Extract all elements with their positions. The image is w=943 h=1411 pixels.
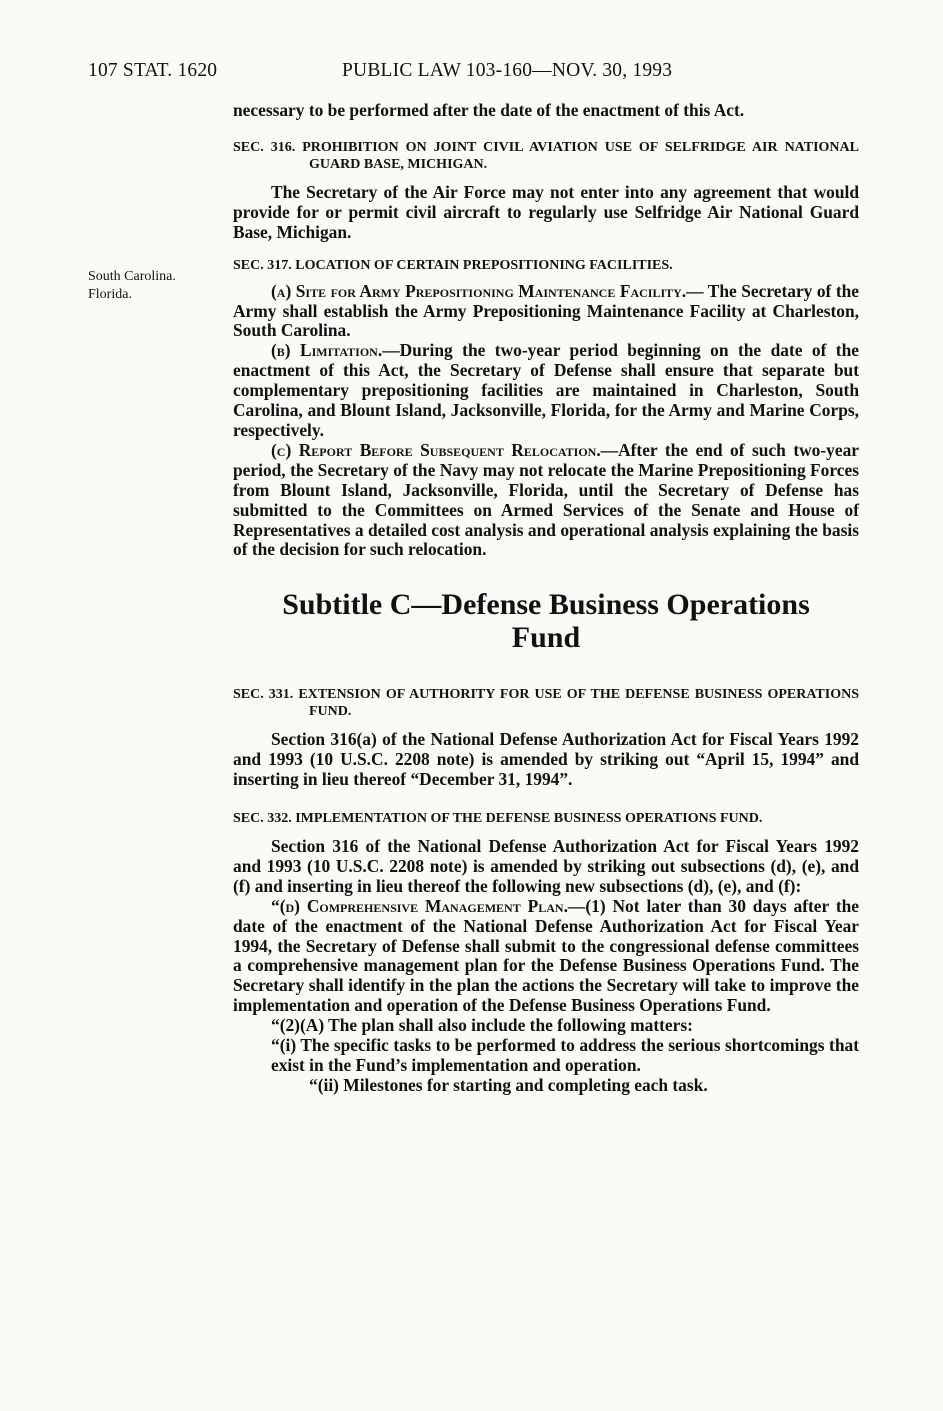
subtitle-line-2: Fund	[511, 621, 581, 655]
sec-331-heading: SEC. 331. EXTENSION OF AUTHORITY FOR USE OF THE DEFENSE BUSINESS OPERATIONS FUND.	[233, 687, 859, 720]
intro-paragraph: necessary to be performed after the date of the enactment of this Act.	[233, 100, 745, 120]
sec-317-b-text: During the two-year period beginning on the date of the enactment of this Act, the Secretary of Defense shall ensure that separate but complementary prepositioning facilities are maintained in Charleston, South Carolina, and Blount Island, Jacksonville, Florida, for the Army and Marine Corps, respectively.	[233, 340, 859, 440]
sec-317-c-label: (c) Report Before Subsequent Relocation.—	[271, 439, 619, 460]
margin-note-state-2: Florida.	[88, 287, 132, 302]
sec-332-d-text: (1) Not later than 30 days after the date of the enactment of the National Defense Authorization Act for Fiscal Year 1994, the Secretary of Defense shall submit to the congressional defense committees a comprehensive management plan for the Defense Business Operations Fund. The Secretary shall identify in the plan the actions the Secretary will take to improve the implementation and operation of the Defense Business Operations Fund.	[233, 895, 859, 1016]
sec-332-text: Section 316 of the National Defense Authorization Act for Fiscal Years 1992 and 1993 (10 U.S.C. 2208 note) is amended by striking out subsections (d), (e), and (f) and inserting in lieu thereof the following new subsections (d), (e), and (f):	[233, 836, 859, 896]
sec-331-text: Section 316(a) of the National Defense Authorization Act for Fiscal Years 1992 and 1993 (10 U.S.C. 2208 note) is amended by striking out “April 15, 1994” and inserting in lieu thereof “December 31, 1994”.	[233, 729, 859, 790]
sec-316-heading: SEC. 316. PROHIBITION ON JOINT CIVIL AVIATION USE OF SELFRIDGE AIR NATIONAL GUARD BASE, MICHIGAN.	[233, 139, 859, 172]
sec-332-item-i-text: “(i) The specific tasks to be performed to address the serious shortcomings that exist in the Fund’s implementation and operation.	[271, 1035, 859, 1075]
statute-page-number: 107 STAT. 1620	[88, 60, 218, 81]
sec-332-heading: SEC. 332. IMPLEMENTATION OF THE DEFENSE BUSINESS OPERATIONS FUND.	[233, 811, 763, 827]
sec-317-a-text: The Secretary of the Army shall establish the Army Prepositioning Maintenance Facility at Charleston, South Carolina.	[233, 280, 860, 341]
sec-317-c-text: After the end of such two-year period, the Secretary of the Navy may not relocate the Marine Prepositioning Forces from Blount Island, Jacksonville, Florida, until the Secretary of Defense has submitted to the Committees on Armed Services of the Senate and House of Representatives a detailed cost analysis and operational analysis explaining the basis of the decision for such relocation.	[233, 439, 859, 560]
sec-317-c	[233, 441, 859, 560]
margin-note-state-1: South Carolina.	[88, 269, 176, 284]
subtitle-line-1: Subtitle C—Defense Business Operations	[282, 588, 810, 622]
subtitle-heading	[233, 588, 859, 654]
sec-332-item-ii: “(ii) Milestones for starting and completing each task.	[309, 1074, 708, 1095]
sec-317-b	[233, 341, 859, 441]
sec-317-a	[233, 282, 859, 342]
sec-317-b-label: (b) Limitation.—	[271, 340, 400, 361]
document-body	[233, 101, 859, 1096]
sec-332-d	[233, 897, 859, 1016]
public-law-citation: PUBLIC LAW 103-160—NOV. 30, 1993	[342, 60, 673, 81]
sec-317-heading: SEC. 317. LOCATION OF CERTAIN PREPOSITIONING FACILITIES.	[233, 257, 673, 273]
sec-332-d-label: “(d) Comprehensive Management Plan.—	[271, 895, 586, 916]
sec-316-text: The Secretary of the Air Force may not enter into any agreement that would provide for or permit civil aircraft to regularly use Selfridge Air National Guard Base, Michigan.	[233, 181, 859, 242]
sec-332-d2a: “(2)(A) The plan shall also include the following matters:	[271, 1015, 693, 1036]
sec-332-item-i	[233, 1036, 859, 1076]
sec-317-a-label: (a) Site for Army Prepositioning Maintenance Facility.—	[271, 280, 704, 301]
